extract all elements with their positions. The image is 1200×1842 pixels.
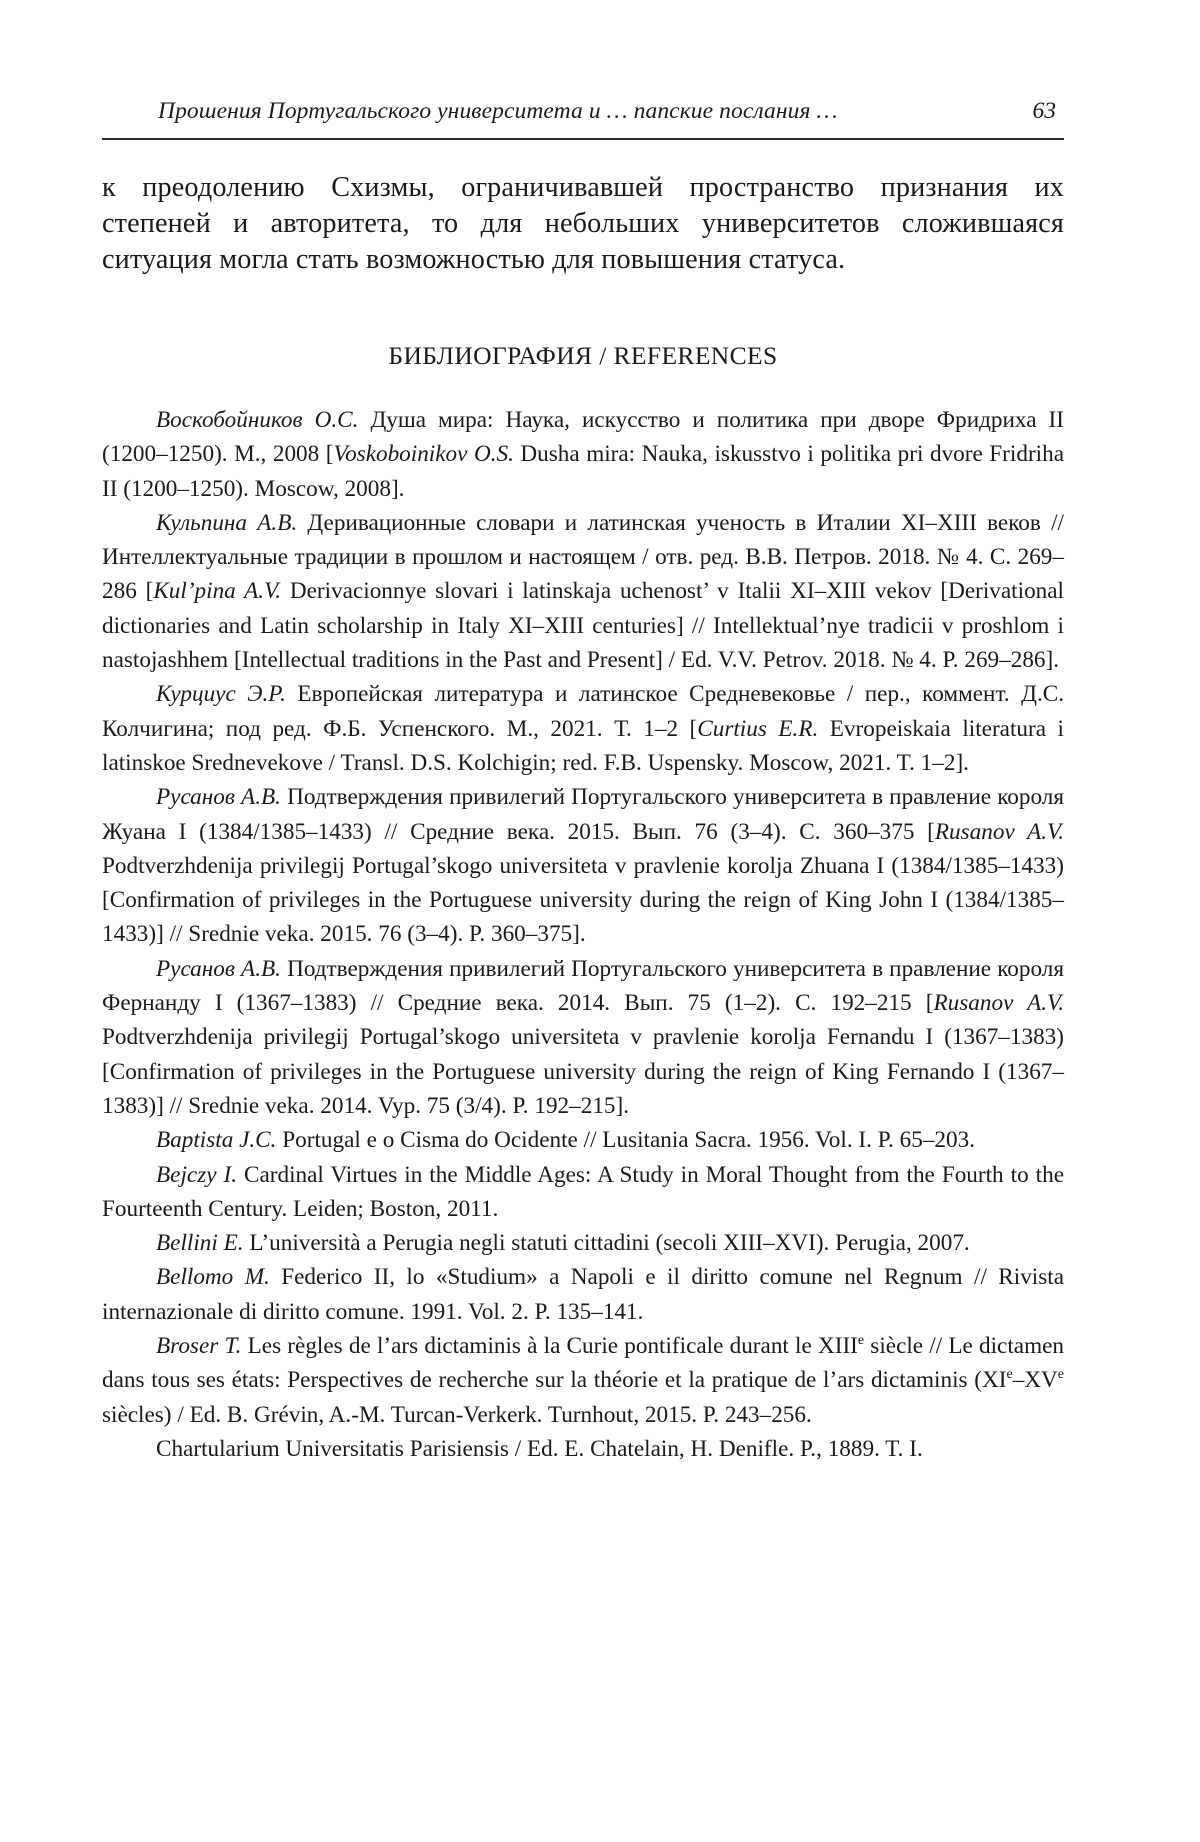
reference-list	[102, 403, 1064, 1466]
reference-item	[102, 1260, 1064, 1329]
running-title: Прошения Португальского университета и … папские послания …	[158, 98, 837, 125]
reference-text-ru: Душа мира: Наука, искусство и политика при дворе Фридриха II (1200–1250). М., 2008 [	[102, 407, 1064, 467]
reference-text-en: Podtverzhdenija privilegij Portugal’skogo universiteta v pravlenie korolja Fernandu I (1367–1383) [Confirmation of privileges in the Portuguese university during the reign of King Fernando I (1367–1383)] // Srednie veka. 2014. Vyp. 75 (3/4). P. 192–215].	[102, 1024, 1064, 1119]
reference-text-ru: Деривационные словари и латинская ученость в Италии XI–XIII веков // Интеллектуальные традиции в прошлом и настоящем / отв. ред. В.В. Петров. 2018. № 4. С. 269–286 [	[102, 510, 1064, 605]
reference-text-ru: Подтверждения привилегий Португальского университета в правление короля Жуана I (1384/1385–1433) // Средние века. 2015. Вып. 76 (3–4). С. 360–375 [	[102, 784, 1064, 844]
reference-item	[102, 780, 1064, 951]
reference-text: Federico II, lo «Studium» a Napoli e il diritto comune nel Regnum // Rivista internazionale di diritto comune. 1991. Vol. 2. P. 135–141.	[102, 1264, 1064, 1324]
reference-item	[102, 403, 1064, 506]
reference-author: Baptista J.C.	[156, 1127, 276, 1153]
reference-author: Bellomo M.	[156, 1264, 270, 1290]
reference-item	[102, 1432, 1064, 1466]
reference-text-en: Derivacionnye slovari i latinskaja uchenost’ v Italii XI–XIII vekov [Derivational dictionaries and Latin scholarship in Italy XI–XIII centuries] // Intellektual’nye tradicii v proshlom i nastojashhem [Intellectual traditions in the Past and Present] / Ed. V.V. Petrov. 2018. № 4. P. 269–286].	[102, 578, 1064, 673]
body-paragraph: к преодолению Схизмы, ограничивавшей пространство признания их степеней и авторитета, то для небольших университетов сложившаяся ситуация могла стать возможностью для повышения статуса.	[102, 170, 1064, 278]
reference-item	[102, 1226, 1064, 1260]
reference-item	[102, 1158, 1064, 1227]
superscript: e	[1058, 1367, 1064, 1382]
reference-text: Portugal e o Cisma do Ocidente // Lusitania Sacra. 1956. Vol. I. P. 65–203.	[276, 1127, 975, 1153]
reference-author: Broser T.	[156, 1333, 241, 1359]
reference-author-en: Rusanov A.V.	[935, 819, 1064, 845]
reference-author: Русанов А.В.	[156, 956, 281, 982]
reference-author-en: Curtius E.R.	[697, 716, 818, 742]
reference-item	[102, 506, 1064, 677]
section-title: БИБЛИОГРАФИЯ / REFERENCES	[102, 341, 1064, 371]
reference-text: Cardinal Virtues in the Middle Ages: A Study in Moral Thought from the Fourth to the Fourteenth Century. Leiden; Boston, 2011.	[102, 1162, 1064, 1222]
reference-author: Курциус Э.Р.	[156, 681, 286, 707]
reference-author-en: Voskoboinikov O.S.	[333, 441, 513, 467]
reference-text-part: –XV	[1013, 1367, 1058, 1393]
reference-text-part: siècle // Le dictamen dans tous ses états: Perspectives de recherche sur la théorie et la pratique de l’ars dictaminis (XI	[102, 1333, 1064, 1393]
reference-text-en: Evropeiskaia literatura i latinskoe Srednevekove / Transl. D.S. Kolchigin; red. F.B. Uspensky. Moscow, 2021. T. 1–2].	[102, 716, 1064, 776]
reference-item	[102, 952, 1064, 1123]
reference-text-en: Podtverzhdenija privilegij Portugal’skogo universiteta v pravlenie korolja Zhuana I (1384/1385–1433) [Confirmation of privileges in the Portuguese university during the reign of King John I (1384/1385–1433)] // Srednie veka. 2015. 76 (3–4). P. 360–375].	[102, 853, 1064, 948]
reference-item	[102, 1329, 1064, 1432]
reference-item	[102, 677, 1064, 780]
page-number: 63	[1033, 98, 1057, 125]
reference-author: Русанов А.В.	[156, 784, 281, 810]
reference-text: L’università a Perugia negli statuti cittadini (secoli XIII–XVI). Perugia, 2007.	[244, 1230, 970, 1256]
reference-text: Chartularium Universitatis Parisiensis / Ed. E. Chatelain, H. Denifle. P., 1889. T. I.	[156, 1436, 923, 1462]
reference-author: Воскобойников О.С.	[156, 407, 358, 433]
superscript: e	[1006, 1367, 1012, 1382]
reference-author-en: Rusanov A.V.	[934, 990, 1065, 1016]
reference-author-en: Kul’pina A.V.	[153, 578, 281, 604]
reference-author: Bejczy I.	[156, 1162, 237, 1188]
reference-text-part: Les règles de l’ars dictaminis à la Curie pontificale durant le XIII	[241, 1333, 857, 1359]
running-header	[102, 98, 1064, 140]
reference-text-ru: Европейская литература и латинское Средневековье / пер., коммент. Д.С. Колчигина; под ред. Ф.Б. Успенского. М., 2021. Т. 1–2 [	[102, 681, 1064, 741]
reference-author: Кульпина А.В.	[156, 510, 297, 536]
reference-text-part: siècles) / Ed. B. Grévin, A.-M. Turcan-Verkerk. Turnhout, 2015. P. 243–256.	[102, 1402, 812, 1428]
superscript: e	[858, 1333, 864, 1348]
reference-text-en: Dusha mira: Nauka, iskusstvo i politika pri dvore Fridriha II (1200–1250). Moscow, 2008].	[102, 441, 1064, 501]
reference-text-ru: Подтверждения привилегий Португальского университета в правление короля Фернанду I (1367–1383) // Средние века. 2014. Вып. 75 (1–2). С. 192–215 [	[102, 956, 1064, 1016]
reference-author: Bellini E.	[156, 1230, 244, 1256]
reference-item	[102, 1123, 1064, 1157]
